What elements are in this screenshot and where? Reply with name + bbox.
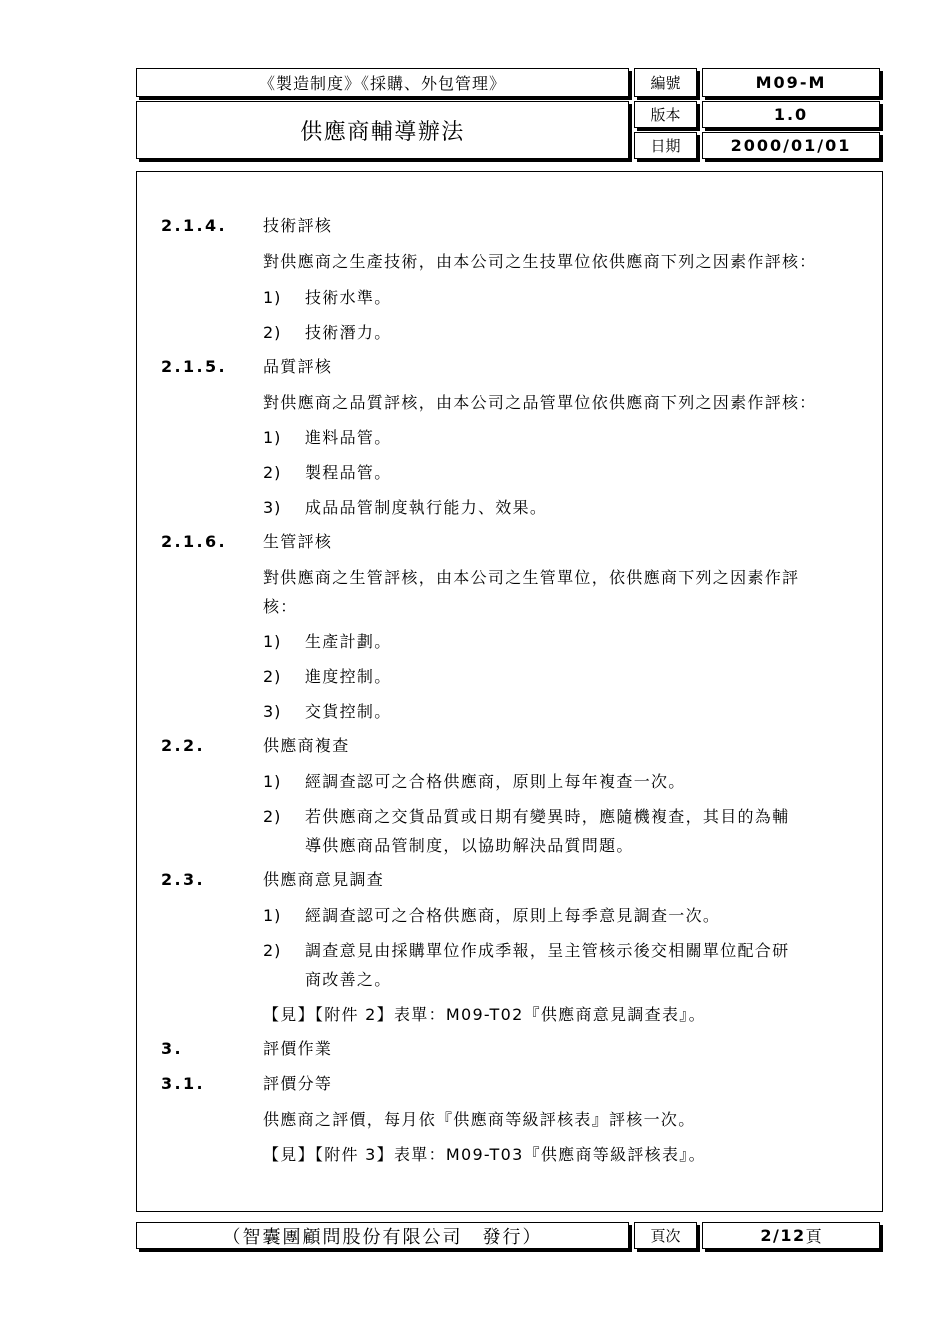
version-label-cell: [634, 101, 697, 128]
list-item: 生產計劃。: [305, 632, 392, 651]
header-category: [136, 68, 629, 97]
list-item: 技術潛力。: [305, 323, 392, 342]
date-label: 日期: [650, 137, 681, 155]
code-value-cell: [702, 68, 880, 97]
version-value-cell: [702, 101, 880, 128]
section-desc-3-1: 供應商之評價，每月依『供應商等級評核表』評核一次。: [263, 1110, 696, 1129]
section-title-2-3: 供應商意見調查: [263, 870, 385, 889]
list-item: 調查意見由採購單位作成季報，呈主管核示後交相關單位配合研: [305, 941, 790, 960]
publisher-text: （智囊團顧問股份有限公司 發行）: [222, 1226, 543, 1248]
list-item-number: 2): [263, 807, 282, 826]
section-desc-2-1-6: 對供應商之生管評核，由本公司之生管單位，依供應商下列之因素作評: [263, 568, 800, 587]
list-item-cont: 商改善之。: [305, 970, 392, 989]
list-item: 製程品管。: [305, 463, 392, 482]
list-item-number: 1): [263, 632, 282, 651]
list-item-cont: 導供應商品管制度，以協助解決品質問題。: [305, 836, 634, 855]
list-item-number: 2): [263, 463, 282, 482]
header-title-box: [136, 101, 629, 159]
list-item-number: 2): [263, 667, 282, 686]
page-number: 2/12: [760, 1226, 806, 1245]
date-label-cell: [634, 132, 697, 159]
section-title-3-1: 評價分等: [263, 1074, 333, 1093]
list-item: 進料品管。: [305, 428, 392, 447]
version-value: 1.0: [773, 105, 809, 124]
section-title-2-1-4: 技術評核: [263, 216, 333, 235]
section-desc-2-1-4: 對供應商之生產技術，由本公司之生技單位依供應商下列之因素作評核：: [263, 252, 817, 271]
category-text: 《製造制度》《採購、外包管理》: [258, 74, 506, 93]
section-title-2-1-5: 品質評核: [263, 357, 333, 376]
section-number-2-1-5: 2.1.5.: [161, 357, 228, 376]
attachment-reference: 【見】【附件 2】表單：M09-T02『供應商意見調查表』。: [263, 1005, 706, 1024]
list-item-number: 1): [263, 772, 282, 791]
section-title-2-2: 供應商複查: [263, 736, 350, 755]
footer-company-box: [136, 1222, 629, 1249]
section-number-2-2: 2.2.: [161, 736, 206, 755]
list-item-number: 2): [263, 323, 282, 342]
section-number-3: 3.: [161, 1039, 184, 1058]
section-number-2-1-4: 2.1.4.: [161, 216, 228, 235]
list-item: 技術水準。: [305, 288, 392, 307]
list-item-number: 3): [263, 702, 282, 721]
section-desc-2-1-5: 對供應商之品質評核，由本公司之品管單位依供應商下列之因素作評核：: [263, 393, 817, 412]
date-value-cell: [702, 132, 880, 159]
document-title: 供應商輔導辦法: [300, 119, 465, 145]
list-item: 成品品管制度執行能力、效果。: [305, 498, 548, 517]
page-label: 頁次: [650, 1227, 681, 1245]
section-desc-2-1-6-cont: 核：: [263, 597, 298, 616]
page-number-cell: [702, 1222, 880, 1249]
section-number-2-3: 2.3.: [161, 870, 206, 889]
section-number-2-1-6: 2.1.6.: [161, 532, 228, 551]
attachment-reference: 【見】【附件 3】表單：M09-T03『供應商等級評核表』。: [263, 1145, 706, 1164]
page-suffix: 頁: [805, 1227, 822, 1246]
list-item-number: 1): [263, 906, 282, 925]
version-label: 版本: [650, 106, 681, 124]
code-label-cell: [634, 68, 697, 97]
content-frame: [136, 171, 883, 1212]
page-label-cell: [634, 1222, 697, 1249]
list-item-number: 2): [263, 941, 282, 960]
section-title-3: 評價作業: [263, 1039, 333, 1058]
list-item-number: 1): [263, 428, 282, 447]
date-value: 2000/01/01: [730, 136, 852, 155]
list-item: 經調查認可之合格供應商，原則上每季意見調查一次。: [305, 906, 721, 925]
section-number-3-1: 3.1.: [161, 1074, 206, 1093]
list-item-number: 1): [263, 288, 282, 307]
list-item: 進度控制。: [305, 667, 392, 686]
list-item: 交貨控制。: [305, 702, 392, 721]
list-item: 經調查認可之合格供應商，原則上每年複查一次。: [305, 772, 686, 791]
list-item: 若供應商之交貨品質或日期有變異時，應隨機複查，其目的為輔: [305, 807, 790, 826]
code-value: M09-M: [755, 73, 827, 92]
list-item-number: 3): [263, 498, 282, 517]
code-label: 編號: [650, 74, 681, 92]
section-title-2-1-6: 生管評核: [263, 532, 333, 551]
